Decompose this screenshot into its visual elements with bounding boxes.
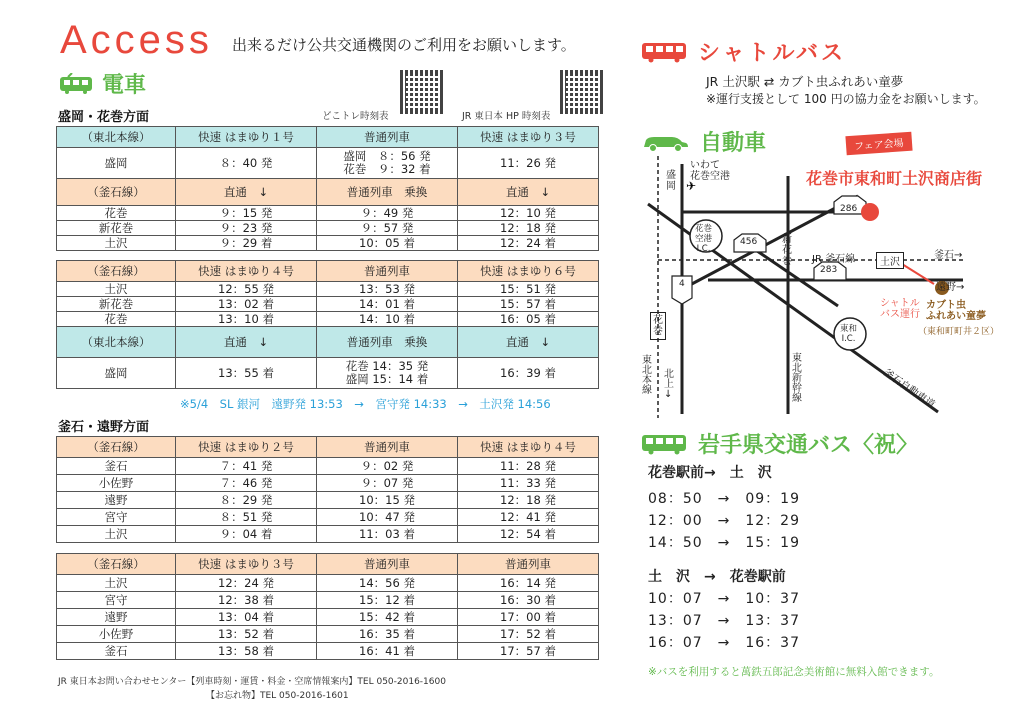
cell: 17：57 着 [458,643,599,660]
outbound-row: 12：00 → 12：29 [648,513,800,529]
kamaishi-table-2 [56,553,599,660]
morioka-label: 盛 岡 [666,170,676,192]
cell: ９：57 発 [317,221,458,236]
cell: 普通列車 [458,554,599,575]
hanamaki-label: 花 巻 [650,312,666,340]
cell: 10：47 発 [317,509,458,526]
cell: 直通 ↓ [176,179,317,206]
shuttle-route: JR 土沢駅 ⇄ カブト虫ふれあい童夢 [706,74,904,89]
inbound-row: 13：07 → 13：37 [648,613,800,629]
tsuchizawa-label: 土沢 [876,252,904,269]
jr-contact: JR 東日本お問い合わせセンター【列車時刻・運賃・料金・空席情報案内】TEL 050-2016-1600 [58,677,446,687]
shuttle-section-title: シャトルバス [640,36,846,67]
cell: 13：10 着 [176,312,317,327]
cell: 13：53 発 [317,282,458,297]
route-286-number: 286 [840,204,858,214]
qr-label-dokotore: どこトレ時刻表 [322,111,389,122]
cell: 快速 はまゆり３号 [176,554,317,575]
cell: 新花巻 [57,221,176,236]
cell: 15：12 着 [317,592,458,609]
kabuto-label: カブト虫 ふれあい童夢 [926,300,986,322]
cell: 12：18 発 [458,221,599,236]
cell: 直通 ↓ [458,179,599,206]
cell: 普通列車 [317,437,458,458]
cell: 11：26 発 [458,148,599,179]
cell: 普通列車 [317,127,458,148]
cell: 13：52 着 [176,626,317,643]
cell: 13：04 着 [176,609,317,626]
cell: 快速 はまゆり４号 [458,437,599,458]
cell: （釜石線） [57,261,176,282]
cell: 花巻 14：35 発 盛岡 15：14 着 [317,358,458,389]
cell: 13：58 着 [176,643,317,660]
cell: ８：40 発 [176,148,317,179]
cell: ９：29 着 [176,236,317,251]
cell: 普通列車 乗換 [317,179,458,206]
morioka-title: 盛岡・花巻方面 [58,110,150,125]
route-283-number: 283 [820,265,838,275]
cell: 11：28 発 [458,458,599,475]
cell: 遠野 [57,492,176,509]
route-4-number: 4 [679,279,685,289]
cell: 15：57 着 [458,297,599,312]
cell: 釜石 [57,643,176,660]
shuttle-map-label: シャトル バス運行 [880,298,920,320]
expressway-label: 釜石自動車道 [881,367,937,411]
cell: 普通列車 [317,261,458,282]
tono-direction: 遠野→ [936,282,965,293]
cell: （東北本線） [57,327,176,358]
car-icon [640,131,690,153]
train-section-title: 電車 [58,68,146,99]
cell: 11：03 着 [317,526,458,543]
access-map [638,156,968,418]
cell: （釜石線） [57,179,176,206]
cell: 土沢 [57,575,176,592]
cell: ８：29 発 [176,492,317,509]
cell: 11：33 発 [458,475,599,492]
kamaishi-title: 釜石・遠野方面 [58,420,150,435]
intro-text: 出来るだけ公共交通機関のご利用をお願いします。 [232,36,576,54]
cell: 普通列車 [317,554,458,575]
cell: ７：41 発 [176,458,317,475]
train-icon [58,73,94,95]
cell: 12：38 着 [176,592,317,609]
cell: 普通列車 乗換 [317,327,458,358]
cell: 快速 はまゆり４号 [176,261,317,282]
museum-note: ※バスを利用すると萬鉄五郎記念美術館に無料入館できます。 [648,666,940,678]
kamaishi-direction: 釜石→ [934,250,963,261]
sl-note: ※5/4 SL 銀河 遠野発 13:53 → 宮守発 14:33 → 土沢発 14:56 [180,397,551,411]
cell: 14：01 着 [317,297,458,312]
kabuto-address: （東和町町井２区） [918,327,1000,337]
bus-icon [640,41,688,63]
venue-title: 花巻市東和町土沢商店街 [806,169,983,188]
cell: 快速 はまゆり２号 [176,437,317,458]
cell: 12：24 着 [458,236,599,251]
inbound-head: 土 沢 → 花巻駅前 [648,569,786,585]
cell: ８：51 発 [176,509,317,526]
cell: ９：02 発 [317,458,458,475]
cell: （釜石線） [57,437,176,458]
cell: 小佐野 [57,475,176,492]
cell: 17：52 着 [458,626,599,643]
cell: 12：55 発 [176,282,317,297]
cell: 土沢 [57,236,176,251]
cell: 16：41 着 [317,643,458,660]
cell: 盛岡 [57,358,176,389]
cell: 快速 はまゆり１号 [176,127,317,148]
jr-kamaishi-label: JR 釜石線 [812,254,856,265]
qr-code-dokotore [400,70,444,114]
cell: 土沢 [57,282,176,297]
qr-code-jr [560,70,604,114]
cell: 直通 ↓ [458,327,599,358]
cell: ９：07 発 [317,475,458,492]
cell: 10：05 着 [317,236,458,251]
cell: ９：23 発 [176,221,317,236]
outbound-row: 14：50 → 15：19 [648,535,800,551]
cell: 12：10 発 [458,206,599,221]
kamaishi-table-1 [56,436,599,543]
cell: （東北本線） [57,127,176,148]
cell: 小佐野 [57,626,176,643]
access-logo: Access [60,18,213,62]
route-456-number: 456 [740,237,758,247]
shinhanamaki-label: 新 花 巻 [782,234,792,267]
cell: 16：30 着 [458,592,599,609]
cell: 13：02 着 [176,297,317,312]
tohoku-line-label: 東 北 本 線 [642,355,652,396]
cell: 釜石 [57,458,176,475]
car-section-title: 自動車 [640,126,766,157]
shinkansen-label: 東 北 新 幹 線 [792,353,802,404]
cell: 花巻 [57,312,176,327]
cell: 15：42 着 [317,609,458,626]
cell: 快速 はまゆり３号 [458,127,599,148]
plane-icon: ✈ [686,179,697,193]
cell: 14：56 発 [317,575,458,592]
cell: 新花巻 [57,297,176,312]
cell: 12：24 発 [176,575,317,592]
cell: 遠野 [57,609,176,626]
cell: 15：51 発 [458,282,599,297]
cell: 直通 ↓ [176,327,317,358]
cell: 宮守 [57,592,176,609]
outbound-row: 08：50 → 09：19 [648,491,800,507]
kitakami-label: 北 上 ↓ [664,369,674,400]
cell: 16：39 着 [458,358,599,389]
towa-ic-label: 東和 I.C. [840,324,858,344]
hanamaki-airport-ic-label: 花巻 空港 I.C. [695,224,713,254]
qr-label-jr: JR 東日本 HP 時刻表 [462,111,551,122]
cell: 17：00 着 [458,609,599,626]
cell: 12：54 着 [458,526,599,543]
cell: 10：15 発 [317,492,458,509]
cell: 花巻 [57,206,176,221]
cell: 快速 はまゆり６号 [458,261,599,282]
venue-sign: フェア会場 [845,132,912,156]
airport-label: いわて 花巻空港 [690,160,730,182]
cell: ９：49 発 [317,206,458,221]
inbound-row: 10：07 → 10：37 [648,591,800,607]
inbound-row: 16：07 → 16：37 [648,635,800,651]
cell: 12：18 発 [458,492,599,509]
cell: 盛岡 [57,148,176,179]
venue-marker [861,203,879,221]
cell: ７：46 発 [176,475,317,492]
cell: 盛岡 ８：56 発 花巻 ９：32 着 [317,148,458,179]
cell: 12：41 発 [458,509,599,526]
cell: ９：04 着 [176,526,317,543]
jr-lost-found: 【お忘れ物】TEL 050-2016-1601 [206,691,349,701]
cell: 宮守 [57,509,176,526]
cell: 16：14 発 [458,575,599,592]
morioka-table-2 [56,260,599,389]
outbound-head: 花巻駅前→ 土 沢 [648,465,772,481]
cell: 13：55 着 [176,358,317,389]
bus-icon [640,433,688,455]
cell: 16：35 着 [317,626,458,643]
cell: 土沢 [57,526,176,543]
shuttle-note: ※運行支援として 100 円の協力金をお願いします。 [706,92,986,106]
cell: （釜石線） [57,554,176,575]
cell: 16：05 着 [458,312,599,327]
morioka-table-1 [56,126,599,251]
iwate-bus-section-title: 岩手県交通バス〈祝〉 [640,428,918,459]
cell: ９：15 発 [176,206,317,221]
cell: 14：10 着 [317,312,458,327]
